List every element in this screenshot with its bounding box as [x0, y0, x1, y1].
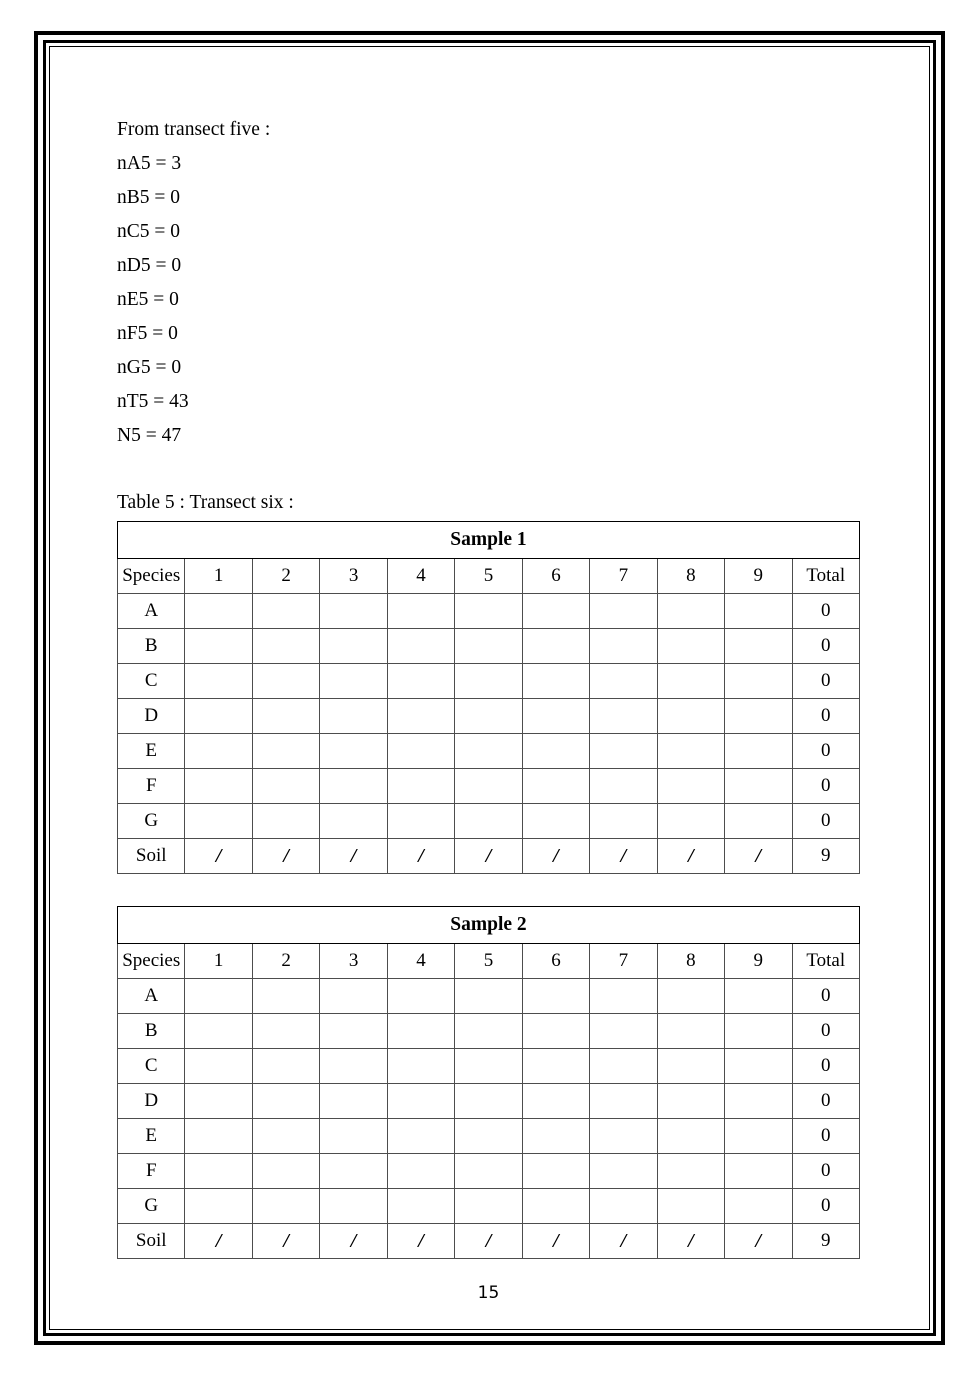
cell-count: [657, 979, 724, 1014]
cell-count: [252, 769, 319, 804]
row-header-species: B: [118, 1014, 185, 1049]
cell-count: [455, 629, 522, 664]
cell-count: [387, 734, 454, 769]
cell-count: [657, 804, 724, 839]
cell-count: [252, 1014, 319, 1049]
cell-count: [320, 1014, 387, 1049]
cell-count: [387, 1014, 454, 1049]
cell-count: [522, 594, 589, 629]
cell-count: [725, 1084, 792, 1119]
cell-count: [320, 1189, 387, 1224]
cell-count: [590, 1119, 657, 1154]
cell-count: [320, 594, 387, 629]
cell-count: [320, 1049, 387, 1084]
cell-count: [185, 629, 252, 664]
cell-count: [725, 1154, 792, 1189]
cell-count: [387, 1084, 454, 1119]
transect-five-line: nB5 = 0: [117, 187, 181, 208]
cell-soil-mark: /: [455, 1224, 522, 1259]
cell-count: [657, 1084, 724, 1119]
cell-count: [252, 699, 319, 734]
transect-five-line: nF5 = 0: [117, 323, 178, 344]
table-row: [118, 1119, 860, 1154]
cell-count: [725, 769, 792, 804]
cell-count: [455, 734, 522, 769]
cell-count: [387, 804, 454, 839]
cell-count: [320, 664, 387, 699]
cell-count: [387, 979, 454, 1014]
cell-count: [455, 769, 522, 804]
cell-count: [185, 664, 252, 699]
cell-count: [590, 1014, 657, 1049]
table-row: [118, 664, 860, 699]
column-header-quadrat: 8: [657, 944, 724, 979]
cell-count: [455, 1119, 522, 1154]
cell-count: [725, 1189, 792, 1224]
cell-soil-mark: /: [320, 1224, 387, 1259]
cell-soil-mark: /: [185, 1224, 252, 1259]
cell-count: [252, 804, 319, 839]
cell-count: [590, 734, 657, 769]
cell-count: [657, 1049, 724, 1084]
table-title-row: [118, 522, 860, 559]
cell-count: [455, 1014, 522, 1049]
table-caption: Table 5 : Transect six :: [117, 492, 294, 513]
cell-total: 0: [792, 1014, 859, 1049]
cell-count: [252, 734, 319, 769]
cell-total: 0: [792, 664, 859, 699]
cell-total: 0: [792, 769, 859, 804]
column-header-quadrat: 1: [185, 944, 252, 979]
cell-count: [657, 769, 724, 804]
cell-soil-mark: /: [725, 1224, 792, 1259]
cell-count: [522, 1154, 589, 1189]
cell-count: [320, 979, 387, 1014]
cell-count: [455, 699, 522, 734]
row-header-species: G: [118, 1189, 185, 1224]
table-row: [118, 699, 860, 734]
cell-count: [522, 664, 589, 699]
cell-count: [185, 769, 252, 804]
cell-count: [387, 1119, 454, 1154]
row-header-species: B: [118, 629, 185, 664]
cell-soil-mark: /: [522, 839, 589, 874]
cell-total: 0: [792, 734, 859, 769]
transect-five-summary: [117, 113, 270, 453]
row-header-species: E: [118, 1119, 185, 1154]
cell-count: [387, 1154, 454, 1189]
column-header-quadrat: 6: [522, 944, 589, 979]
cell-count: [320, 1154, 387, 1189]
cell-count: [725, 629, 792, 664]
transect-five-line: nE5 = 0: [117, 289, 179, 310]
table-row: [118, 804, 860, 839]
column-header-quadrat: 7: [590, 559, 657, 594]
transect-five-line: nA5 = 3: [117, 153, 182, 174]
cell-count: [590, 1049, 657, 1084]
column-header-quadrat: 8: [657, 559, 724, 594]
transect-five-line: nD5 = 0: [117, 255, 182, 276]
column-header-quadrat: 3: [320, 944, 387, 979]
column-header-total: Total: [792, 944, 859, 979]
cell-count: [252, 1154, 319, 1189]
cell-count: [387, 699, 454, 734]
cell-count: [590, 699, 657, 734]
cell-count: [522, 629, 589, 664]
cell-count: [455, 594, 522, 629]
cell-count: [522, 1189, 589, 1224]
cell-count: [725, 1049, 792, 1084]
column-header-quadrat: 6: [522, 559, 589, 594]
cell-count: [185, 1154, 252, 1189]
column-header-quadrat: 4: [387, 559, 454, 594]
cell-count: [522, 734, 589, 769]
table-row: [118, 594, 860, 629]
cell-count: [725, 594, 792, 629]
cell-count: [320, 734, 387, 769]
column-header-quadrat: 5: [455, 944, 522, 979]
cell-count: [657, 1119, 724, 1154]
table-row: [118, 1084, 860, 1119]
cell-count: [185, 1084, 252, 1119]
cell-soil-mark: /: [387, 1224, 454, 1259]
cell-total: 0: [792, 699, 859, 734]
table-row: [118, 769, 860, 804]
cell-count: [185, 804, 252, 839]
column-header-quadrat: 2: [252, 944, 319, 979]
cell-count: [590, 1189, 657, 1224]
cell-count: [387, 769, 454, 804]
cell-total: 9: [792, 839, 859, 874]
cell-count: [185, 699, 252, 734]
cell-count: [387, 1049, 454, 1084]
cell-count: [590, 1084, 657, 1119]
cell-total: 0: [792, 1189, 859, 1224]
cell-count: [387, 1189, 454, 1224]
cell-count: [252, 1189, 319, 1224]
cell-count: [455, 1084, 522, 1119]
row-header-species: F: [118, 769, 185, 804]
table-row-soil: [118, 1224, 860, 1259]
cell-count: [185, 1049, 252, 1084]
cell-count: [657, 734, 724, 769]
cell-count: [657, 1014, 724, 1049]
table-header-row: [118, 559, 860, 594]
row-header-species: A: [118, 979, 185, 1014]
cell-count: [522, 1084, 589, 1119]
row-header-soil: Soil: [118, 1224, 185, 1259]
sample-title: Sample 2: [118, 907, 860, 944]
cell-count: [657, 664, 724, 699]
cell-count: [522, 1049, 589, 1084]
cell-count: [590, 769, 657, 804]
column-header-total: Total: [792, 559, 859, 594]
column-header-quadrat: 4: [387, 944, 454, 979]
table-row: [118, 734, 860, 769]
cell-total: 0: [792, 804, 859, 839]
cell-total: 0: [792, 594, 859, 629]
cell-total: 0: [792, 1154, 859, 1189]
cell-count: [590, 594, 657, 629]
cell-count: [185, 1189, 252, 1224]
cell-count: [522, 1119, 589, 1154]
cell-soil-mark: /: [657, 1224, 724, 1259]
row-header-species: C: [118, 664, 185, 699]
cell-count: [657, 699, 724, 734]
table-row: [118, 1049, 860, 1084]
cell-count: [590, 804, 657, 839]
table-row-soil: [118, 839, 860, 874]
cell-count: [590, 1154, 657, 1189]
row-header-species: D: [118, 1084, 185, 1119]
column-header-quadrat: 3: [320, 559, 387, 594]
cell-count: [522, 804, 589, 839]
column-header-quadrat: 7: [590, 944, 657, 979]
cell-count: [252, 629, 319, 664]
cell-total: 0: [792, 1119, 859, 1154]
cell-total: 0: [792, 979, 859, 1014]
cell-count: [252, 594, 319, 629]
cell-count: [725, 1119, 792, 1154]
cell-soil-mark: /: [185, 839, 252, 874]
cell-soil-mark: /: [252, 1224, 319, 1259]
transect-five-heading: From transect five :: [117, 119, 271, 140]
cell-soil-mark: /: [455, 839, 522, 874]
column-header-quadrat: 5: [455, 559, 522, 594]
cell-count: [320, 699, 387, 734]
cell-soil-mark: /: [387, 839, 454, 874]
cell-count: [252, 664, 319, 699]
column-header-quadrat: 9: [725, 944, 792, 979]
cell-soil-mark: /: [725, 839, 792, 874]
cell-count: [522, 979, 589, 1014]
cell-count: [455, 1049, 522, 1084]
cell-count: [725, 699, 792, 734]
column-header-species: Species: [118, 944, 185, 979]
row-header-species: A: [118, 594, 185, 629]
cell-count: [725, 734, 792, 769]
cell-count: [657, 629, 724, 664]
cell-count: [455, 1154, 522, 1189]
table-row: [118, 629, 860, 664]
table-row: [118, 979, 860, 1014]
transect-five-line: nG5 = 0: [117, 357, 182, 378]
cell-count: [590, 664, 657, 699]
cell-count: [522, 769, 589, 804]
transect-five-line: nC5 = 0: [117, 221, 181, 242]
cell-count: [657, 1154, 724, 1189]
cell-soil-mark: /: [320, 839, 387, 874]
cell-total: 0: [792, 629, 859, 664]
cell-count: [387, 629, 454, 664]
cell-count: [185, 1014, 252, 1049]
cell-count: [320, 769, 387, 804]
table-row: [118, 1154, 860, 1189]
cell-count: [185, 594, 252, 629]
cell-total: 0: [792, 1084, 859, 1119]
cell-count: [455, 804, 522, 839]
row-header-species: D: [118, 699, 185, 734]
row-header-species: G: [118, 804, 185, 839]
cell-count: [725, 804, 792, 839]
cell-count: [185, 1119, 252, 1154]
cell-count: [725, 664, 792, 699]
cell-count: [657, 594, 724, 629]
cell-count: [320, 1084, 387, 1119]
cell-count: [185, 734, 252, 769]
row-header-species: E: [118, 734, 185, 769]
cell-count: [455, 979, 522, 1014]
sample-2-table: [117, 906, 860, 1259]
transect-five-line: N5 = 47: [117, 425, 182, 446]
column-header-species: Species: [118, 559, 185, 594]
cell-count: [387, 664, 454, 699]
column-header-quadrat: 2: [252, 559, 319, 594]
cell-count: [590, 629, 657, 664]
row-header-species: F: [118, 1154, 185, 1189]
cell-soil-mark: /: [657, 839, 724, 874]
cell-total: 0: [792, 1049, 859, 1084]
cell-count: [252, 979, 319, 1014]
row-header-species: C: [118, 1049, 185, 1084]
cell-count: [185, 979, 252, 1014]
cell-count: [657, 1189, 724, 1224]
sample-1-table: [117, 521, 860, 874]
cell-count: [590, 979, 657, 1014]
cell-count: [725, 1014, 792, 1049]
cell-count: [252, 1119, 319, 1154]
cell-count: [455, 1189, 522, 1224]
sample-title: Sample 1: [118, 522, 860, 559]
cell-count: [522, 1014, 589, 1049]
cell-soil-mark: /: [252, 839, 319, 874]
cell-total: 9: [792, 1224, 859, 1259]
cell-soil-mark: /: [590, 1224, 657, 1259]
cell-count: [252, 1049, 319, 1084]
table-header-row: [118, 944, 860, 979]
cell-soil-mark: /: [590, 839, 657, 874]
row-header-soil: Soil: [118, 839, 185, 874]
cell-count: [320, 804, 387, 839]
table-title-row: [118, 907, 860, 944]
cell-soil-mark: /: [522, 1224, 589, 1259]
cell-count: [252, 1084, 319, 1119]
cell-count: [725, 979, 792, 1014]
table-row: [118, 1014, 860, 1049]
cell-count: [387, 594, 454, 629]
cell-count: [320, 1119, 387, 1154]
cell-count: [320, 629, 387, 664]
cell-count: [522, 699, 589, 734]
transect-five-line: nT5 = 43: [117, 391, 189, 412]
table-row: [118, 1189, 860, 1224]
cell-count: [455, 664, 522, 699]
column-header-quadrat: 9: [725, 559, 792, 594]
page-number: 15: [477, 1283, 500, 1303]
column-header-quadrat: 1: [185, 559, 252, 594]
